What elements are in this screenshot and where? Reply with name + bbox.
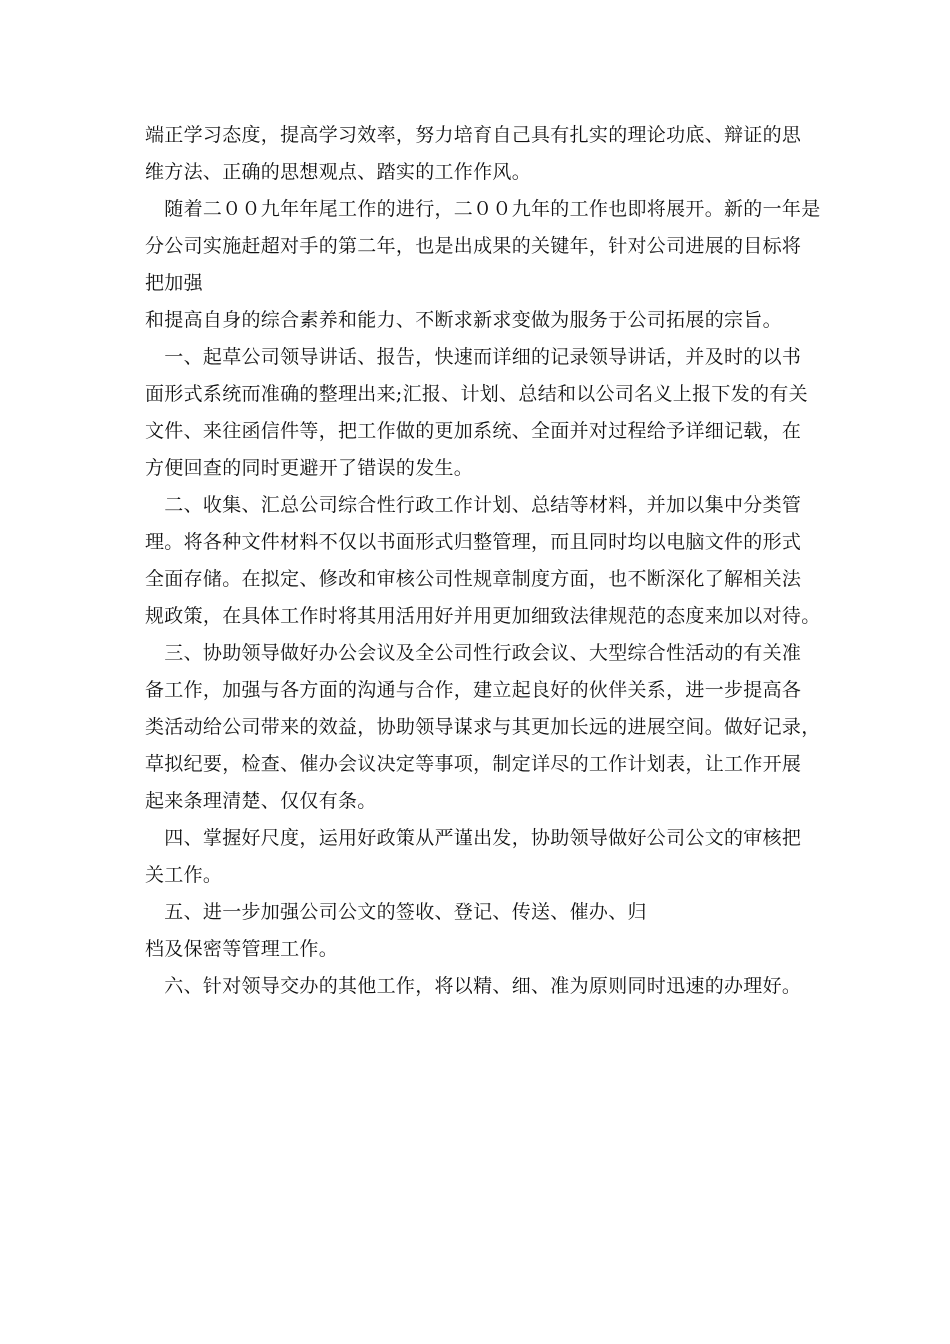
text-line: 和提高自身的综合素养和能力、不断求新求变做为服务于公司拓展的宗旨。 <box>145 309 782 331</box>
text-line: 备工作，加强与各方面的沟通与合作，建立起良好的伙伴关系，进一步提高各 <box>145 679 802 701</box>
text-line: 理。将各种文件材料不仅以书面形式归整管理，而且同时均以电脑文件的形式 <box>145 531 802 553</box>
text-line: 四、掌握好尺度，运用好政策从严谨出发，协助领导做好公司公文的审核把 <box>145 827 802 849</box>
text-line: 五、进一步加强公司公文的签收、登记、传送、催办、归 <box>145 901 647 923</box>
text-line: 档及保密等管理工作。 <box>145 938 339 960</box>
text-line: 草拟纪要，检查、催办会议决定等事项，制定详尽的工作计划表，让工作开展 <box>145 753 802 775</box>
text-line: 文件、来往函信件等，把工作做的更加系统、全面并对过程给予详细记载，在 <box>145 420 802 442</box>
body-text <box>145 117 821 1005</box>
text-line: 全面存储。在拟定、修改和审核公司性规章制度方面，也不断深化了解相关法 <box>145 568 802 590</box>
text-line: 规政策，在具体工作时将其用活用好并用更加细致法律规范的态度来加以对待。 <box>145 605 821 627</box>
text-line: 起来条理清楚、仅仅有条。 <box>145 790 377 812</box>
text-line: 二、收集、汇总公司综合性行政工作计划、总结等材料，并加以集中分类管 <box>145 494 802 516</box>
text-line: 一、起草公司领导讲话、报告，快速而详细的记录领导讲话，并及时的以书 <box>145 346 802 368</box>
text-line: 把加强 <box>145 272 203 294</box>
text-line: 关工作。 <box>145 864 223 886</box>
text-line: 三、协助领导做好办公会议及全公司性行政会议、大型综合性活动的有关准 <box>145 642 802 664</box>
text-line: 分公司实施赶超对手的第二年，也是出成果的关键年，针对公司进展的目标将 <box>145 235 802 257</box>
text-line: 维方法、正确的思想观点、踏实的工作作风。 <box>145 161 532 183</box>
text-line: 六、针对领导交办的其他工作，将以精、细、准为原则同时迅速的办理好。 <box>145 975 802 997</box>
text-line: 端正学习态度，提高学习效率，努力培育自己具有扎实的理论功底、辩证的思 <box>145 124 802 146</box>
text-line: 类活动给公司带来的效益，协助领导谋求与其更加长远的进展空间。做好记录， <box>145 716 821 738</box>
text-line: 方便回查的同时更避开了错误的发生。 <box>145 457 474 479</box>
text-line: 随着二００九年年尾工作的进行，二００九年的工作也即将展开。新的一年是 <box>145 198 821 220</box>
text-line: 面形式系统而准确的整理出来;汇报、计划、总结和以公司名义上报下发的有关 <box>145 383 808 405</box>
